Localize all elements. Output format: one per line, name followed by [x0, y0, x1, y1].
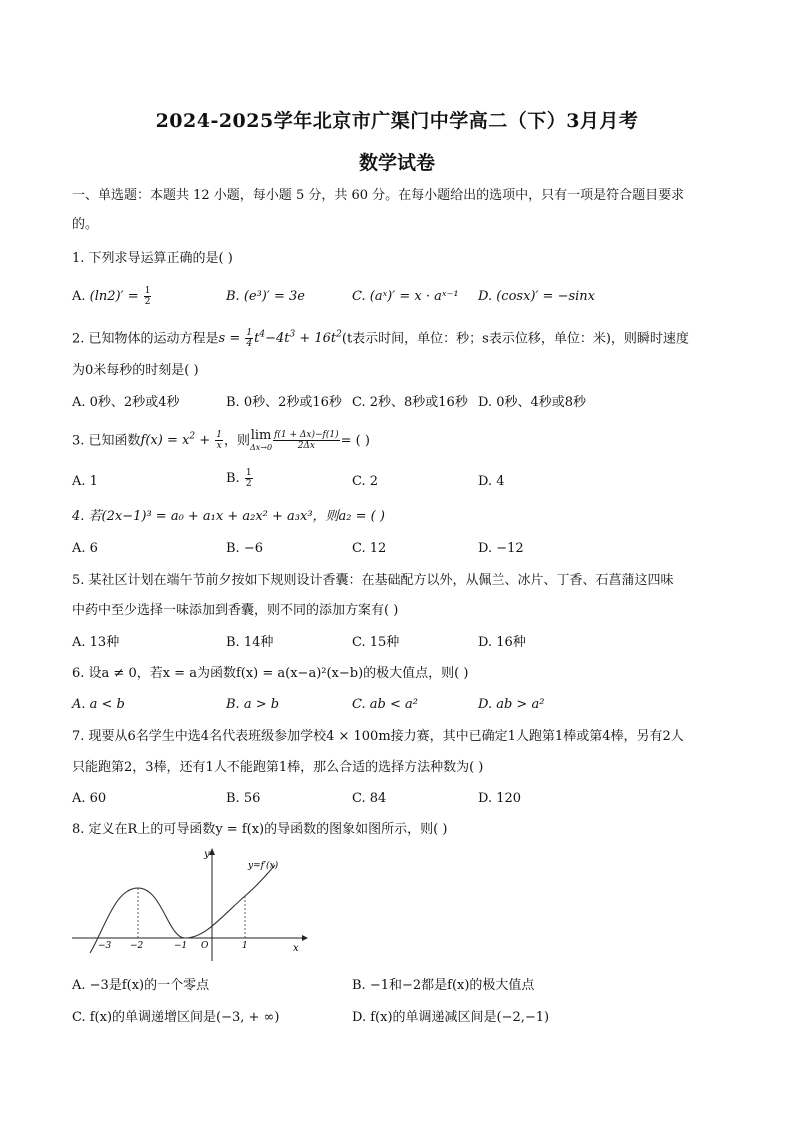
q8-option-d: D. f(x)的单调递减区间是(−2,−1) [352, 1010, 550, 1025]
q4-option-c: C. 12 [352, 541, 387, 556]
q6-option-c: C. ab < a² [352, 697, 418, 712]
q5-option-a: A. 13种 [72, 635, 120, 650]
q2-stem-pre: 2. 已知物体的运动方程是 [72, 331, 219, 347]
y-axis-label: y [204, 849, 210, 860]
q2-option-d: D. 0秒、4秒或8秒 [478, 395, 587, 410]
exam-subtitle: 数学试卷 [358, 152, 435, 174]
q1-stem: 1. 下列求导运算正确的是( ) [72, 251, 233, 266]
q8-option-b: B. −1和−2都是f(x)的极大值点 [352, 978, 535, 993]
q3-option-c: C. 2 [352, 474, 379, 489]
q8-option-a: A. −3是f(x)的一个零点 [72, 978, 210, 993]
q3-fraction-numerator: f(1 + Δx)−f(1) [274, 430, 339, 441]
q3-option-d: D. 4 [478, 474, 505, 489]
curve-label: y=f′(x) [248, 861, 279, 871]
q7-stem-line2: 只能跑第2，3棒，还有1人不能跑第1棒，那么合适的选择方法种数为( ) [72, 760, 484, 775]
q3-fraction-denominator: 2Δx [297, 441, 315, 452]
q7-option-c: C. 84 [352, 791, 387, 806]
q5-option-d: D. 16种 [478, 635, 526, 650]
q6-option-b: B. a > b [226, 697, 280, 712]
tick-label-minus-2: −2 [130, 941, 144, 951]
tick-label-minus-1: −1 [174, 941, 188, 951]
tick-label-1: 1 [242, 941, 248, 951]
q1-option-a-fraction: $\frac{1}{2}$ [144, 286, 151, 307]
derivative-curve [90, 865, 275, 953]
q2-stem-post: (t表示时间，单位：秒；s表示位移，单位：米)，则瞬时速度 [341, 331, 689, 347]
tick-label-origin: O [201, 941, 209, 951]
q2-stem-line2: 为0米每秒的时刻是( ) [72, 363, 199, 378]
q8-derivative-graph [70, 843, 310, 963]
q3-option-b-label: B. [226, 471, 240, 486]
q3-option-b [226, 468, 254, 489]
q6-stem: 6. 设a ≠ 0，若x = a为函数f(x) = a(x−a)²(x−b)的极大值点，则( ) [72, 666, 469, 681]
q3-option-b-fraction: $\frac{1}{2}$ [245, 468, 252, 489]
q4-option-a: A. 6 [72, 541, 98, 556]
q3-function: $f(x) = x^2$ + $\frac{1}{x}$ [140, 430, 222, 452]
y-axis-arrow [209, 848, 215, 855]
q4-option-d: D. −12 [478, 541, 524, 556]
q2-option-b: B. 0秒、2秒或16秒 [226, 395, 342, 410]
exam-title: 2024-2025学年北京市广渠门中学高二（下）3月月考 [155, 110, 639, 132]
q5-option-c: C. 15种 [352, 635, 400, 650]
q1-option-d: D. (cosx)′ = −sinx [478, 289, 596, 304]
q4-stem: 4. 若(2x−1)³ = a₀ + a₁x + a₂x² + a₃x³，则a₂ = ( ) [72, 509, 385, 524]
tick-label-minus-3: −3 [98, 941, 112, 951]
q2-equation: s = $\frac{1}{4}$ $t^4-4t^3 + 16t^2$ [218, 328, 342, 350]
q2-option-a: A. 0秒、2秒或4秒 [72, 395, 180, 410]
q7-option-a: A. 60 [72, 791, 107, 806]
q3-limit-word: lim [250, 428, 272, 444]
section-heading-line2: 的。 [72, 217, 99, 232]
q7-stem-line1: 7. 现要从6名学生中选4名代表班级参加学校4 × 100m接力赛，其中已确定1人跑第1棒或第4棒，另有2人 [72, 729, 684, 744]
q1-option-a [72, 286, 152, 307]
q8-option-c: C. f(x)的单调递增区间是(−3, + ∞) [72, 1010, 280, 1025]
q5-stem-line1: 5. 某社区计划在端午节前夕按如下规则设计香囊：在基础配方以外，从佩兰、冰片、丁香、石菖蒲这四味 [72, 573, 674, 588]
q1-option-a-label: A. [72, 289, 86, 304]
q3-limit [250, 429, 272, 452]
q6-option-d: D. ab > a² [478, 697, 545, 712]
q1-option-b: B. (e³)′ = 3e [226, 289, 305, 304]
q7-option-d: D. 120 [478, 791, 522, 806]
q3-stem-post: = ( ) [340, 433, 370, 449]
q2-stem [72, 326, 689, 349]
q3-option-a: A. 1 [72, 474, 98, 489]
q3-stem-mid: ，则 [223, 433, 250, 449]
q1-option-c: C. (aˣ)′ = x · aˣ⁻¹ [352, 289, 459, 304]
x-axis-arrow [302, 935, 308, 941]
q1-option-a-lhs: (ln2)′ = [89, 289, 139, 304]
q2-option-c: C. 2秒、8秒或16秒 [352, 395, 468, 410]
q8-stem: 8. 定义在R上的可导函数y = f(x)的导函数的图象如图所示，则( ) [72, 822, 448, 837]
q3-limit-sub: Δx→0 [249, 443, 273, 453]
q7-option-b: B. 56 [226, 791, 261, 806]
q3-stem [72, 428, 370, 452]
q4-option-b: B. −6 [226, 541, 263, 556]
q3-limit-fraction [273, 430, 340, 451]
q6-option-a: A. a < b [72, 697, 125, 712]
q3-stem-pre: 3. 已知函数 [72, 433, 141, 449]
section-heading-line1: 一、单选题：本题共 12 小题，每小题 5 分，共 60 分。在每小题给出的选项中，只有一项是符合题目要求 [72, 188, 685, 203]
q5-stem-line2: 中药中至少选择一味添加到香囊，则不同的添加方案有( ) [72, 603, 399, 618]
q5-option-b: B. 14种 [226, 635, 274, 650]
x-axis-label: x [293, 943, 299, 954]
